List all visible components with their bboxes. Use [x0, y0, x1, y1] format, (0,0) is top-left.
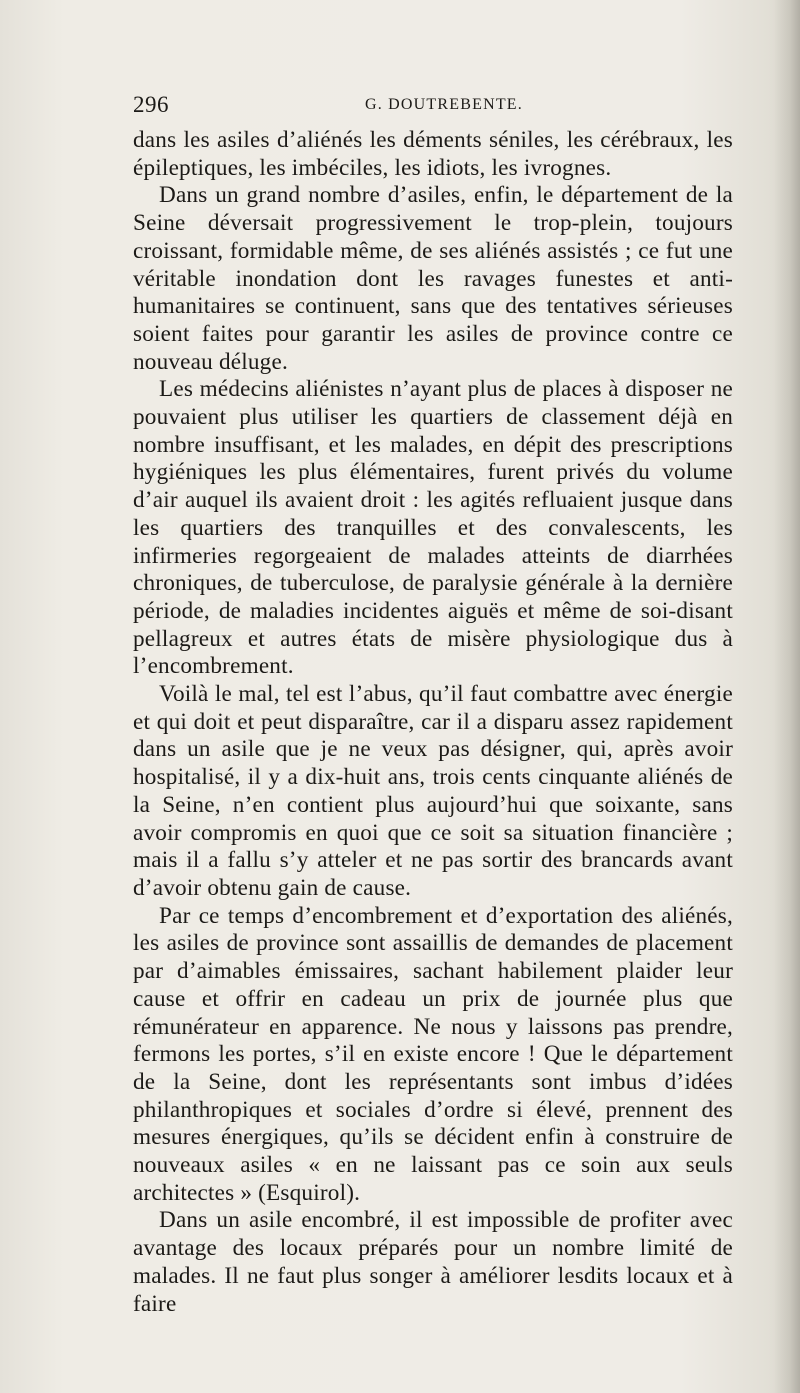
body-text: [133, 127, 733, 1318]
paragraph-3: Les médecins aliénistes n’ayant plus de places à disposer ne pouvaient plus utiliser les quartiers de classement déjà en nombre insuffisant, et les malades, en dépit des prescriptions hygiéniques les plus élémentaires, furent privés du volume d’air auquel ils avaient droit : les agités refluaient jusque dans les quartiers des tranquilles et des convalescents, les infirmeries regorgeaient de malades atteints de diarrhées chroniques, de tuberculose, de paralysie générale à la dernière période, de maladies incidentes aiguës et même de soi-disant pellagreux et autres états de misère physiologique dus à l’encombrement.: [133, 376, 733, 680]
paragraph-6: Dans un asile encombré, il est impossible de profiter avec avantage des locaux préparés pour un nombre limité de malades. Il ne faut plus songer à améliorer lesdits locaux et à faire: [133, 1207, 733, 1317]
running-head: G. DOUTREBENTE.: [365, 96, 523, 113]
paragraph-5: Par ce temps d’encombrement et d’exportation des aliénés, les asiles de province sont assaillis de demandes de placement par d’aimables émissaires, sachant habilement plaider leur cause et offrir en cadeau un prix de journée plus que rémunérateur en apparence. Ne nous y laissons pas prendre, fermons les portes, s’il en existe encore ! Que le département de la Seine, dont les représentants sont imbus d’idées philanthropiques et sociales d’ordre si élevé, prennent des mesures énergiques, qu’ils se décident enfin à construire de nouveaux asiles « en ne laissant pas ce soin aux seuls architectes » (Esquirol).: [133, 902, 733, 1206]
paragraph-2: Dans un grand nombre d’asiles, enfin, le département de la Seine déversait progressivement le trop-plein, toujours croissant, formidable même, de ses aliénés assistés ; ce fut une véritable inondation dont les ravages funestes et anti-humanitaires se continuent, sans que des tentatives sérieuses soient faites pour garantir les asiles de province contre ce nouveau déluge.: [133, 182, 733, 375]
paragraph-4: Voilà le mal, tel est l’abus, qu’il faut combattre avec énergie et qui doit et peut disparaître, car il a disparu assez rapidement dans un asile que je ne veux pas désigner, qui, après avoir hospitalisé, il y a dix-huit ans, trois cents cinquante aliénés de la Seine, n’en contient plus aujourd’hui que soixante, sans avoir compromis en quoi que ce soit sa situation financière ; mais il a fallu s’y atteler et ne pas sortir des brancards avant d’avoir obtenu gain de cause.: [133, 681, 733, 901]
page-number: 296: [133, 92, 169, 117]
page-header: [133, 92, 733, 122]
paragraph-1: dans les asiles d’aliénés les déments séniles, les cérébraux, les épileptiques, les imbéciles, les idiots, les ivrognes.: [133, 127, 733, 181]
page-edge-shadow: [774, 0, 800, 1393]
